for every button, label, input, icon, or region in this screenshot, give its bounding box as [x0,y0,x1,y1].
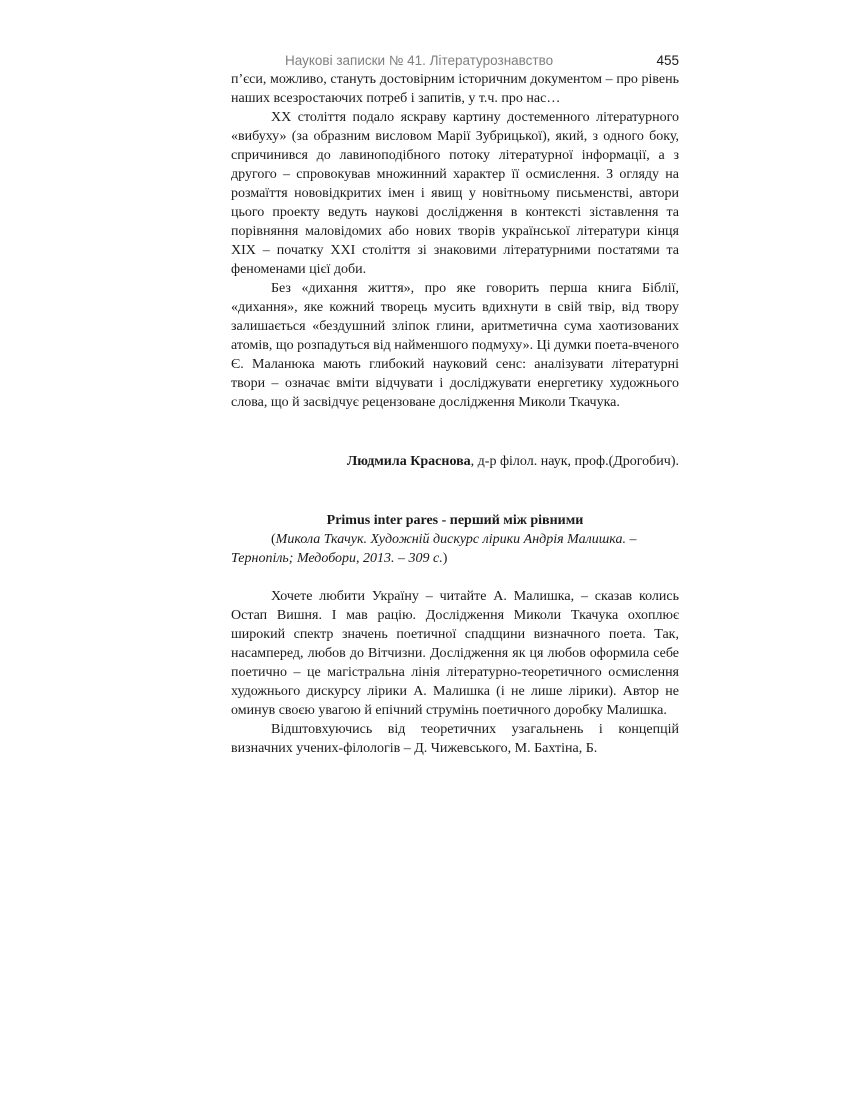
biblio-text: Микола Ткачук. Художній дискурс лірики Андрія Малишка. – Тернопіль; Медобори, 2013. – 309 с. [231,532,637,566]
biblio-open-paren: ( [271,532,276,547]
biblio-close-paren: ) [442,551,448,566]
document-page [231,48,679,758]
review1-paragraph-2: XX століття подало яскраву картину достеменного літературного «вибуху» (за образним висловом Марії Зубрицької), який, з одного боку, спричинився до лавиноподібного потоку літературної інформації, а з другого – спровокував множинний характер її осмислення. З огляду на розмаїття нововідкритих імен і явищ у новітньому письменстві, автори цього проекту ведуть наукові дослідження в контексті зіставлення та порівняння маловідомих або нових творів української літератури кінця XIX – початку XXI століття зі знаковими літературними постатями та феноменами цієї доби. [231,110,679,277]
review2-paragraph-2: Відштовхуючись від теоретичних узагальнень і концепцій визначних учених-філологів – Д. Чижевського, М. Бахтіна, Б. [231,722,679,756]
author-credentials: , д-р філол. наук, проф.(Дрогобич). [470,454,679,469]
page-number: 455 [656,53,679,68]
running-header [231,48,679,70]
author-name: Людмила Краснова [346,454,471,469]
review1-paragraph-3: Без «дихання життя», про яке говорить перша книга Біблії, «дихання», яке кожний творець мусить вдихнути в свій твір, від твору залишається «бездушний зліпок глини, аритметична сума хаотизованих атомів, що розпадуться від найменшого подмуху». Ці думки поета-вченого Є. Маланюка мають глибокий науковий сенс: аналізувати літературні твори – означає вміти відчувати і досліджувати енергетику художнього слова, що й засвідчує рецензоване дослідження Миколи Ткачука. [231,281,679,410]
review1-paragraph-1: п’єси, можливо, стануть достовірним історичним документом – про рівень наших всезростаючих потреб і запитів, у т.ч. про нас… [231,72,679,106]
review1-signature [231,452,679,471]
spacer [231,568,679,587]
review2-title: Primus inter pares - перший між рівними [326,513,584,528]
journal-title: Наукові записки № 41. Літературознавство [285,53,554,68]
review2-paragraph-1: Хочете любити Україну – читайте А. Малишка, – сказав колись Остап Вишня. І мав рацію. Дослідження Миколи Ткачука охоплює широкий спектр значень поетичної спадщини визначного поета. Так, насамперед, любов до Вітчизни. Дослідження як ця любов оформила себе поетично – це магістральна лінія літературно-теоретичного осмислення художнього дискурсу лірики А. Малишка (і не лише лірики). Автор не оминув своєю увагою й епічний струмінь поетичного доробку Малишка. [231,589,679,718]
review2-bibliography [231,530,679,568]
